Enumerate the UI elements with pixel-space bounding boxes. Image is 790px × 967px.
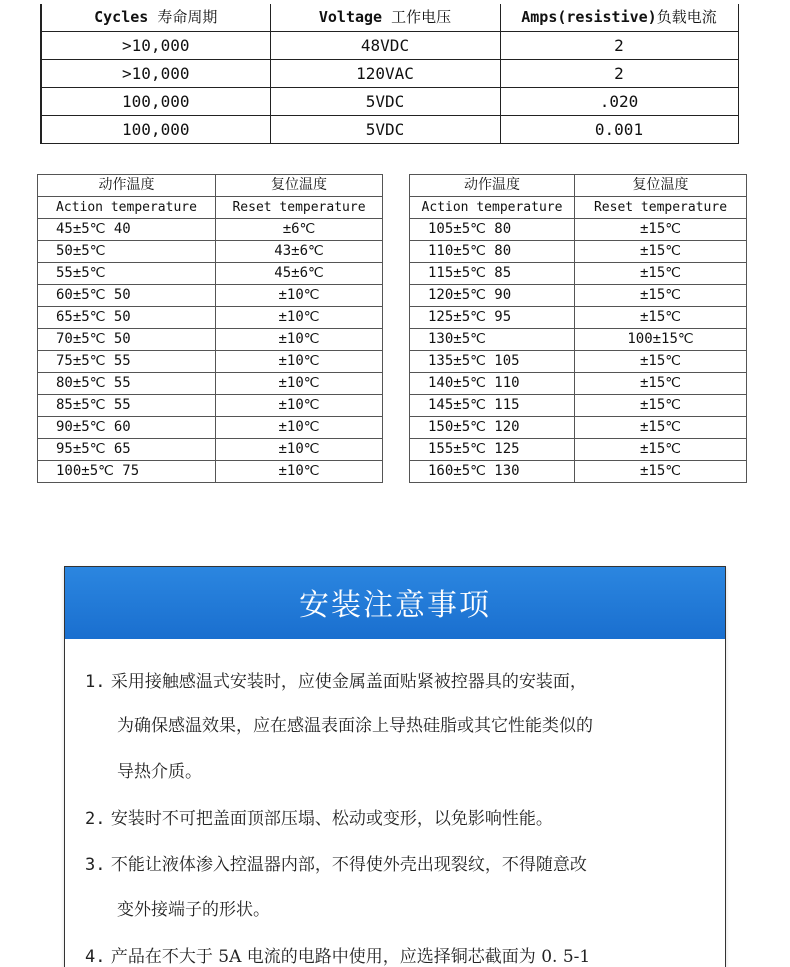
reset-temperature-cell: 100±15℃: [575, 329, 747, 351]
action-temperature-cell: 90±5℃ 60: [38, 417, 216, 439]
installation-notes-panel: [64, 566, 726, 967]
table-row: [410, 329, 747, 351]
reset-temperature-cell: ±10℃: [216, 395, 383, 417]
action-temperature-cell: 60±5℃ 50: [38, 285, 216, 307]
action-temperature-cell: 155±5℃ 125: [410, 439, 575, 461]
reset-temperature-cell: ±10℃: [216, 461, 383, 483]
action-temperature-cell: 125±5℃ 95: [410, 307, 575, 329]
table-row: [410, 307, 747, 329]
note-line: 导热介质。: [117, 762, 202, 782]
table-row: [38, 461, 383, 483]
action-temperature-cell: 65±5℃ 50: [38, 307, 216, 329]
reset-temperature-cell: ±15℃: [575, 307, 747, 329]
table-row: [38, 351, 383, 373]
action-temperature-cell: 55±5℃: [38, 263, 216, 285]
action-temperature-cell: 75±5℃ 55: [38, 351, 216, 373]
amps-cell: .020: [500, 88, 738, 116]
action-temperature-cell: 140±5℃ 110: [410, 373, 575, 395]
action-temperature-cell: 95±5℃ 65: [38, 439, 216, 461]
table-row: [38, 395, 383, 417]
note-line: 4. 产品在不大于 5A 电流的电路中使用，应选择铜芯截面为 0. 5-1: [85, 947, 591, 967]
reset-temperature-cell: ±10℃: [216, 439, 383, 461]
action-temperature-cell: 145±5℃ 115: [410, 395, 575, 417]
action-header-cn: 动作温度: [410, 175, 575, 197]
reset-header-en: Reset temperature: [575, 197, 747, 219]
note-line: 变外接端子的形状。: [117, 900, 270, 920]
reset-temperature-cell: ±10℃: [216, 417, 383, 439]
cycles-header: Cycles 寿命周期: [41, 4, 270, 32]
temperature-header-en-row: [38, 197, 383, 219]
action-temperature-cell: 130±5℃: [410, 329, 575, 351]
action-temperature-cell: 120±5℃ 90: [410, 285, 575, 307]
cycles-cell: >10,000: [41, 32, 270, 60]
action-temperature-cell: 105±5℃ 80: [410, 219, 575, 241]
temperature-table-right: [409, 174, 747, 483]
action-header-cn: 动作温度: [38, 175, 216, 197]
reset-temperature-cell: ±15℃: [575, 461, 747, 483]
reset-temperature-cell: ±10℃: [216, 285, 383, 307]
action-temperature-cell: 110±5℃ 80: [410, 241, 575, 263]
reset-temperature-cell: ±10℃: [216, 307, 383, 329]
table-row: [410, 351, 747, 373]
cycles-cell: >10,000: [41, 60, 270, 88]
ratings-header-row: [41, 4, 738, 32]
amps-cell: 0.001: [500, 116, 738, 144]
reset-temperature-cell: ±6℃: [216, 219, 383, 241]
reset-temperature-cell: ±15℃: [575, 417, 747, 439]
reset-temperature-cell: ±15℃: [575, 395, 747, 417]
action-header-en: Action temperature: [38, 197, 216, 219]
table-row: [38, 329, 383, 351]
note-line: 2. 安装时不可把盖面顶部压塌、松动或变形，以免影响性能。: [85, 809, 553, 829]
action-temperature-cell: 150±5℃ 120: [410, 417, 575, 439]
table-row: [38, 219, 383, 241]
temperature-table-left: [37, 174, 383, 483]
voltage-cell: 48VDC: [270, 32, 500, 60]
voltage-cell: 5VDC: [270, 88, 500, 116]
action-temperature-cell: 115±5℃ 85: [410, 263, 575, 285]
table-row: [41, 60, 738, 88]
reset-temperature-cell: ±10℃: [216, 373, 383, 395]
reset-temperature-cell: ±10℃: [216, 329, 383, 351]
cycles-cell: 100,000: [41, 116, 270, 144]
table-row: [38, 263, 383, 285]
table-row: [41, 116, 738, 144]
cycles-cell: 100,000: [41, 88, 270, 116]
reset-header-cn: 复位温度: [216, 175, 383, 197]
temperature-header-en-row: [410, 197, 747, 219]
amps-cell: 2: [500, 32, 738, 60]
table-row: [38, 307, 383, 329]
reset-temperature-cell: 45±6℃: [216, 263, 383, 285]
reset-temperature-cell: ±15℃: [575, 439, 747, 461]
action-temperature-cell: 100±5℃ 75: [38, 461, 216, 483]
reset-temperature-cell: ±15℃: [575, 285, 747, 307]
reset-temperature-cell: ±15℃: [575, 263, 747, 285]
table-row: [38, 373, 383, 395]
note-line: 3. 不能让液体渗入控温器内部，不得使外壳出现裂纹，不得随意改: [85, 855, 587, 875]
table-row: [38, 439, 383, 461]
voltage-header: Voltage 工作电压: [270, 4, 500, 32]
reset-temperature-cell: ±15℃: [575, 241, 747, 263]
table-row: [41, 88, 738, 116]
notes-title: 安装注意事项: [65, 567, 725, 639]
note-line: 1. 采用接触感温式安装时，应使金属盖面贴紧被控器具的安装面，: [85, 672, 587, 692]
ratings-table: [40, 4, 739, 144]
action-temperature-cell: 135±5℃ 105: [410, 351, 575, 373]
table-row: [410, 461, 747, 483]
action-temperature-cell: 70±5℃ 50: [38, 329, 216, 351]
reset-temperature-cell: ±15℃: [575, 373, 747, 395]
action-temperature-cell: 45±5℃ 40: [38, 219, 216, 241]
amps-cell: 2: [500, 60, 738, 88]
reset-temperature-cell: ±10℃: [216, 351, 383, 373]
temperature-header-cn-row: [410, 175, 747, 197]
voltage-cell: 5VDC: [270, 116, 500, 144]
action-temperature-cell: 160±5℃ 130: [410, 461, 575, 483]
table-row: [410, 285, 747, 307]
table-row: [410, 241, 747, 263]
action-temperature-cell: 80±5℃ 55: [38, 373, 216, 395]
reset-header-cn: 复位温度: [575, 175, 747, 197]
table-row: [38, 285, 383, 307]
action-temperature-cell: 85±5℃ 55: [38, 395, 216, 417]
table-row: [38, 241, 383, 263]
reset-temperature-cell: ±15℃: [575, 351, 747, 373]
temperature-left-body: [38, 219, 383, 483]
reset-header-en: Reset temperature: [216, 197, 383, 219]
action-temperature-cell: 50±5℃: [38, 241, 216, 263]
table-row: [38, 417, 383, 439]
note-line: 为确保感温效果，应在感温表面涂上导热硅脂或其它性能类似的: [117, 716, 593, 736]
table-row: [410, 395, 747, 417]
action-header-en: Action temperature: [410, 197, 575, 219]
temperature-header-cn-row: [38, 175, 383, 197]
reset-temperature-cell: ±15℃: [575, 219, 747, 241]
temperature-right-body: [410, 219, 747, 483]
table-row: [410, 417, 747, 439]
table-row: [410, 263, 747, 285]
amps-header: Amps(resistive)负载电流: [500, 4, 738, 32]
reset-temperature-cell: 43±6℃: [216, 241, 383, 263]
voltage-cell: 120VAC: [270, 60, 500, 88]
table-row: [410, 219, 747, 241]
table-row: [41, 32, 738, 60]
table-row: [410, 439, 747, 461]
table-row: [410, 373, 747, 395]
